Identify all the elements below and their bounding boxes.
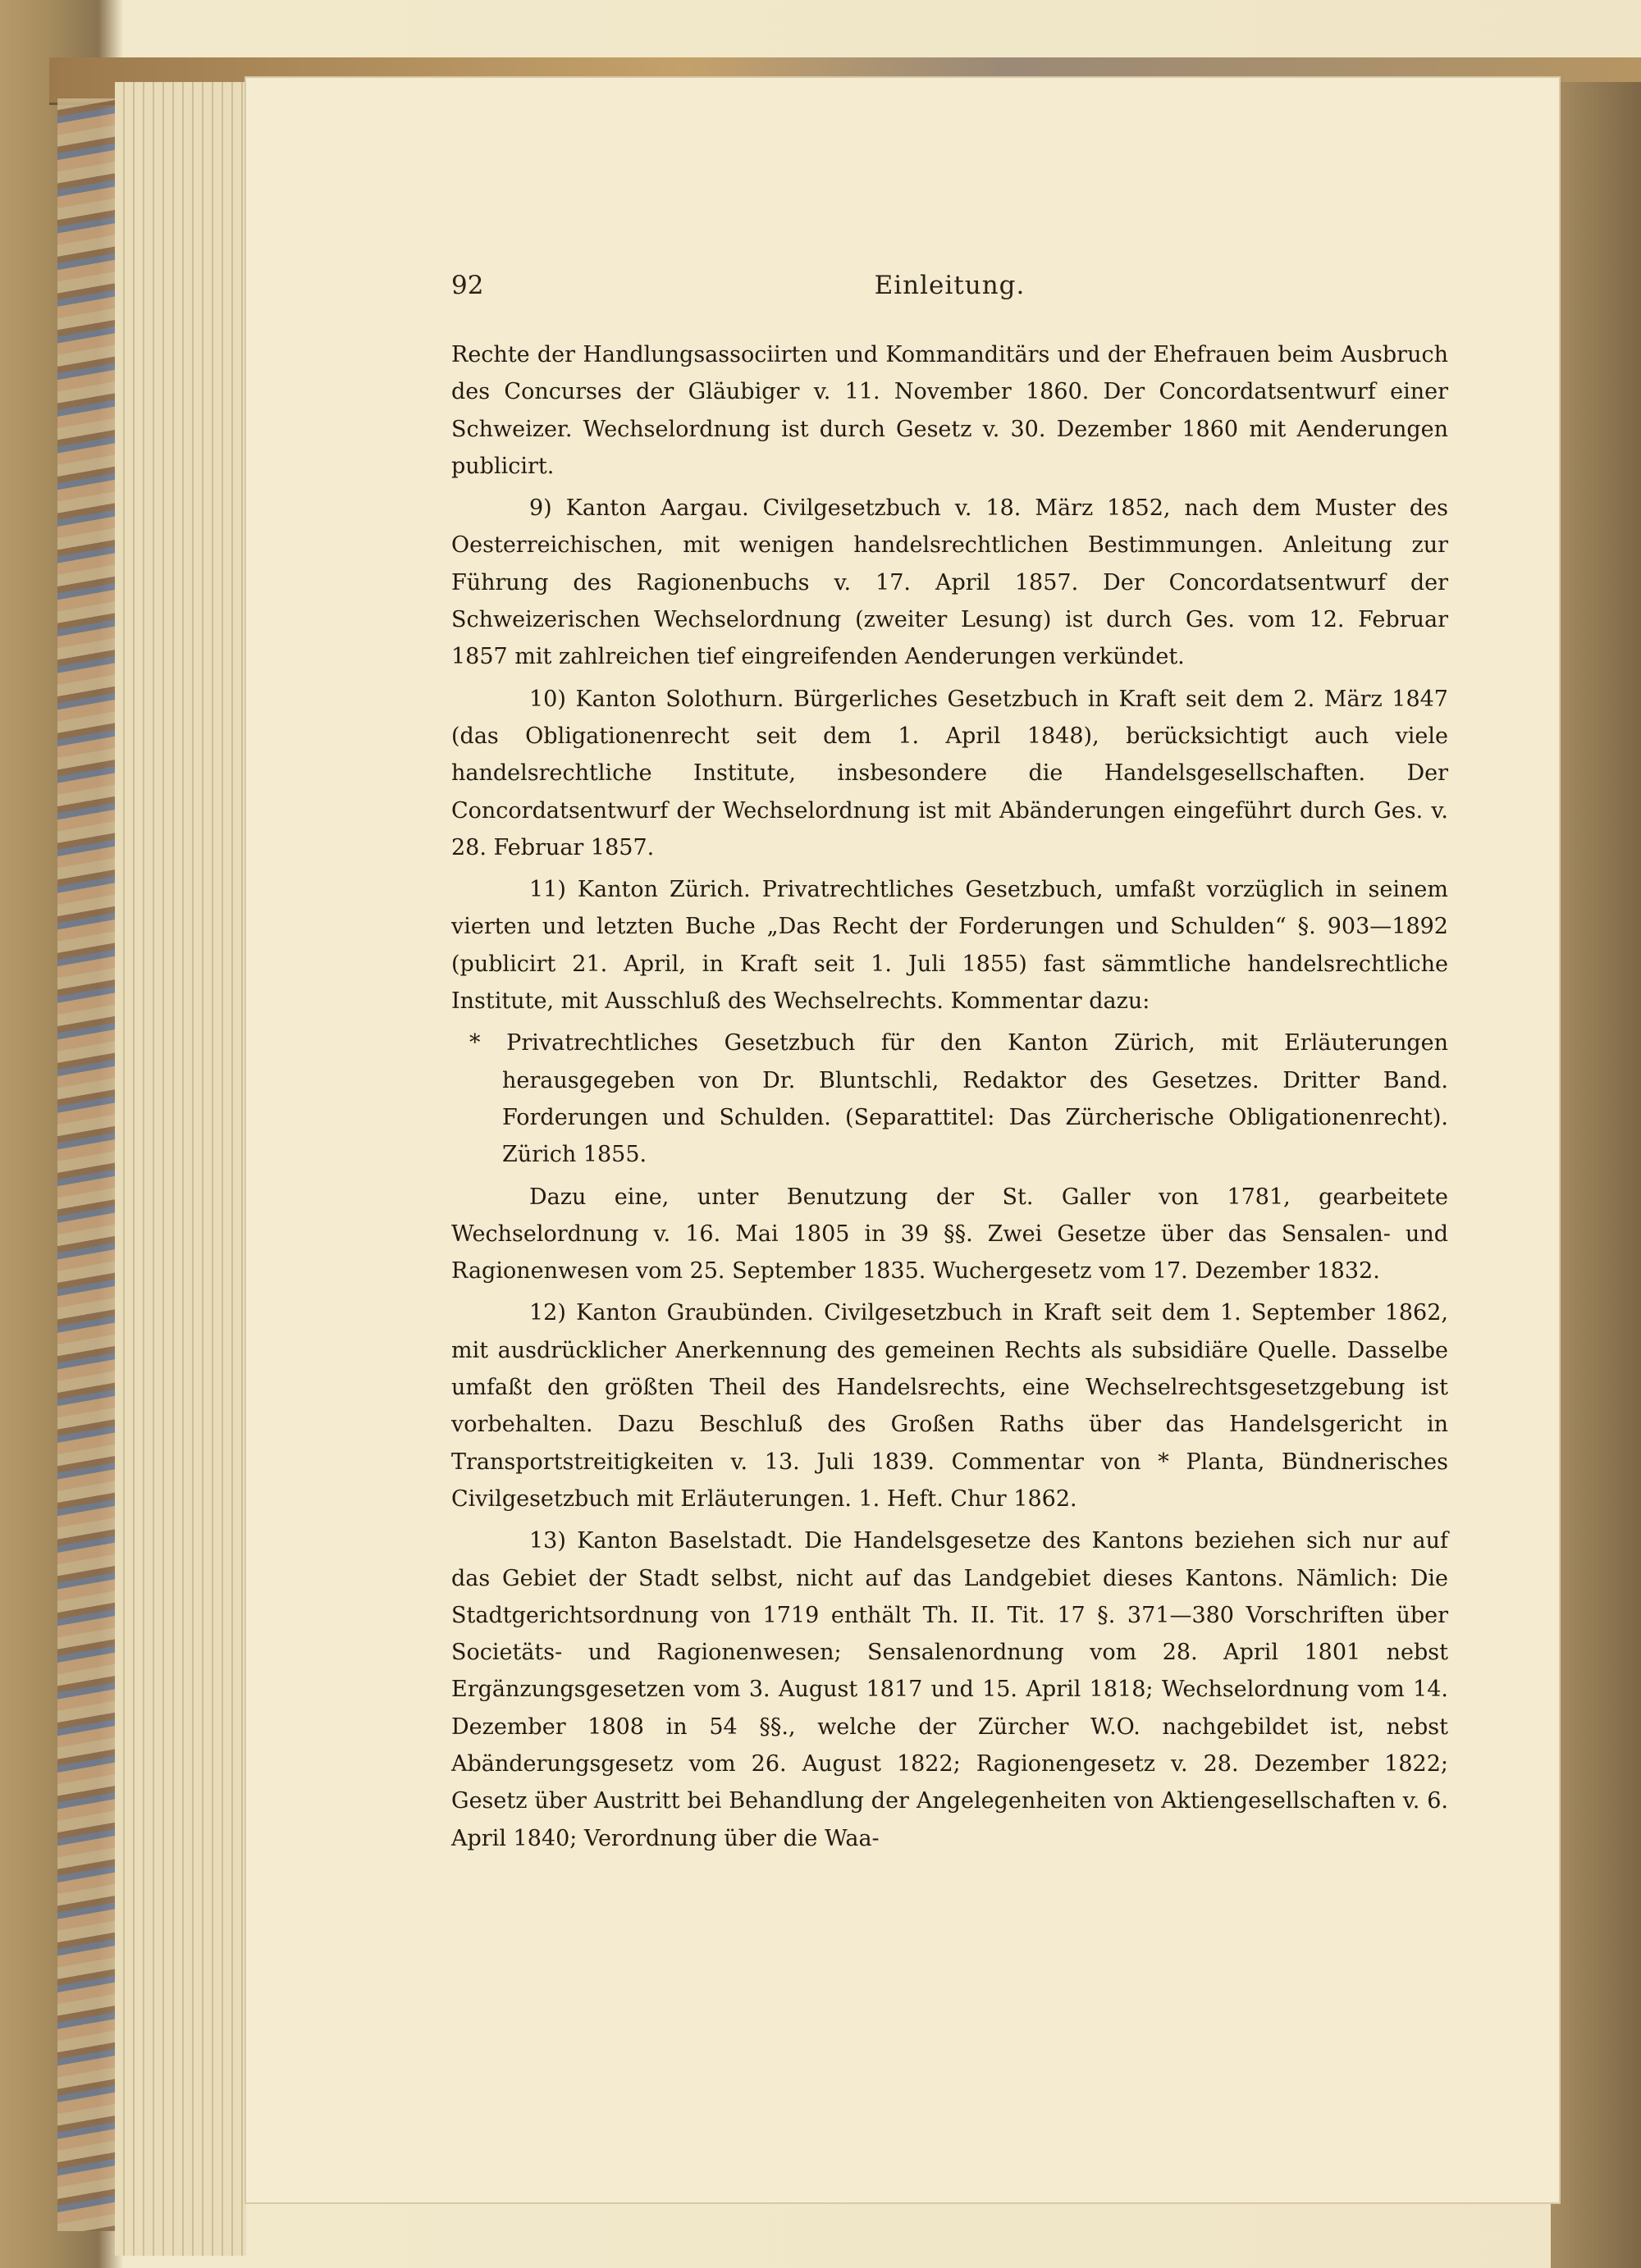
marbled-edge	[57, 98, 115, 2231]
page-header-title: Einleitung.	[874, 271, 1026, 300]
paragraph-graubuenden: 12) Kanton Graubünden. Civilgesetzbuch in Kraft seit dem 1. September 1862, mit ausdrücklicher Anerkennung des gemeinen Rechts als subsidiäre Quelle. Dasselbe umfaßt den größten Theil des Handelsrechts, eine Wechselrechtsgesetzgebung ist vorbehalten. Dazu Beschluß des Großen Raths über das Handelsgericht in Transportstreitigkeiten v. 13. Juli 1839. Commentar von * Planta, Bündnerisches Civilgesetzbuch mit Erläuterungen. 1. Heft. Chur 1862.	[451, 1300, 1448, 1512]
paragraph-baselstadt: 13) Kanton Baselstadt. Die Handelsgesetze des Kantons beziehen sich nur auf das Gebiet der Stadt selbst, nicht auf das Landgebiet dieses Kantons. Nämlich: Die Stadtgerichtsordnung von 1719 enthält Th. II. Tit. 17 §. 371—380 Vorschriften über Societäts- und Ragionenwesen; Sensalenordnung vom 28. April 1801 nebst Ergänzungsgesetzen vom 3. August 1817 und 15. April 1818; Wechselordnung vom 14. Dezember 1808 in 54 §§., welche der Zürcher W.O. nachgebildet ist, nebst Abänderungsgesetz vom 26. August 1822; Ragionengesetz v. 28. Dezember 1822; Gesetz über Austritt bei Behandlung der Angelegenheiten von Aktiengesellschaften v. 6. April 1840; Verordnung über die Waa-	[451, 1528, 1448, 1851]
running-head	[451, 271, 1448, 312]
paragraph-aargau: 9) Kanton Aargau. Civilgesetzbuch v. 18. März 1852, nach dem Muster des Oesterreichischen, mit wenigen handelsrechtlichen Bestimmungen. Anleitung zur Führung des Ragionenbuchs v. 17. April 1857. Der Concordatsentwurf der Schweizerischen Wechselordnung (zweiter Lesung) ist durch Ges. vom 12. Februar 1857 mit zahlreichen tief eingreifenden Aenderungen verkündet.	[451, 495, 1448, 670]
paragraph-solothurn: 10) Kanton Solothurn. Bürgerliches Gesetzbuch in Kraft seit dem 2. März 1847 (das Obligationenrecht seit dem 1. April 1848), berücksichtigt auch viele handelsrechtliche Institute, insbesondere die Handelsgesellschaften. Der Concordatsentwurf der Wechselordnung ist mit Abänderungen eingeführt durch Ges. v. 28. Februar 1857.	[451, 686, 1448, 860]
paragraph-commentary: * Privatrechtliches Gesetzbuch für den Kanton Zürich, mit Erläuterungen herausgegeben von Dr. Bluntschli, Redaktor des Gesetzes. Dritter Band. Forderungen und Schulden. (Separattitel: Das Zürcherische Obligationenrecht). Zürich 1855.	[469, 1030, 1448, 1168]
paragraph-zuerich: 11) Kanton Zürich. Privatrechtliches Gesetzbuch, umfaßt vorzüglich in seinem vierten und letzten Buche „Das Recht der Forderungen und Schulden“ §. 903—1892 (publicirt 21. April, in Kraft seit 1. Juli 1855) fast sämmtliche handelsrechtliche Institute, mit Ausschluß des Wechselrechts. Kommentar dazu:	[451, 877, 1448, 1015]
paragraph-1: Rechte der Handlungsassociirten und Kommanditärs und der Ehefrauen beim Ausbruch des Concurses der Gläubiger v. 11. November 1860. Der Concordatsentwurf einer Schweizer. Wechselordnung ist durch Gesetz v. 30. Dezember 1860 mit Aenderungen publicirt.	[451, 342, 1448, 479]
page-number: 92	[451, 271, 484, 300]
book-right-edge	[1551, 82, 1641, 2268]
page-body	[451, 336, 1448, 1862]
page-stack	[115, 82, 246, 2256]
paragraph-wechselordnung: Dazu eine, unter Benutzung der St. Galler von 1781, gearbeitete Wechselordnung v. 16. Mai 1805 in 39 §§. Zwei Gesetze über das Sensalen- und Ragionenwesen vom 25. September 1835. Wuchergesetz vom 17. Dezember 1832.	[451, 1184, 1448, 1285]
